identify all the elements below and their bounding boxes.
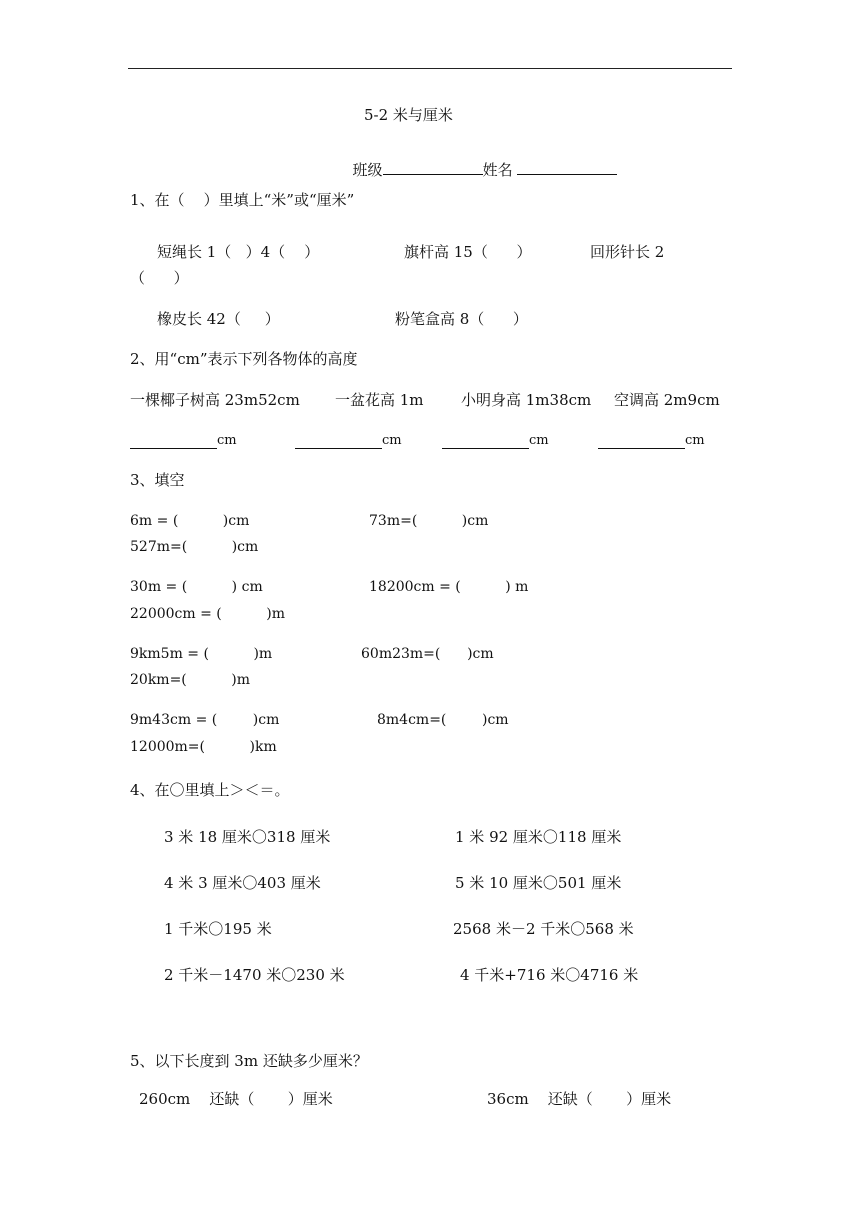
q5-heading: 5、以下长度到 3m 还缺多少厘米？ [130,1052,368,1070]
q1-item-eraser: 橡皮长 42（ ） [157,310,280,328]
q3-item: 60m23m=( )cm [361,646,494,662]
q2-unit-4: cm [685,433,705,448]
q1-item-paperclip-blank: （ ） [130,269,189,287]
q4-right-item: 1 米 92 厘米〇118 厘米 [455,828,622,846]
q3-item: 9m43cm = ( )cm [130,712,280,728]
q3-heading: 3、填空 [130,471,185,489]
q5-item-36: 36cm 还缺（ ）厘米 [487,1090,672,1108]
q4-left-item: 2 千米－1470 米〇230 米 [164,966,345,984]
q3-item: 18200cm = ( ) m [369,579,529,595]
q3-item: 22000cm = ( )m [130,606,285,622]
q4-right-item: 4 千米+716 米〇4716 米 [460,966,639,984]
q3-item: 20km=( )m [130,672,251,688]
q4-left-item: 3 米 18 厘米〇318 厘米 [164,828,331,846]
q2-item-xiaoming: 小明身高 1m38cm [461,391,592,409]
q3-item: 6m = ( )cm [130,513,250,529]
name-label: 姓名 [482,161,513,179]
q3-item: 73m=( )cm [369,513,489,529]
q1-heading: 1、在（ ）里填上“米”或“厘米” [130,191,355,209]
q1-item-flagpole: 旗杆高 15（ ） [404,243,532,261]
q2-item-coconut: 一棵椰子树高 23m52cm [130,391,300,409]
q2-item-flowerpot: 一盆花高 1m [335,391,424,409]
q2-item-aircon: 空调高 2m9cm [614,391,720,409]
q3-item: 8m4cm=( )cm [377,712,509,728]
q5-item-260: 260cm 还缺（ ）厘米 [139,1090,333,1108]
class-name-line [343,146,617,178]
q2-answer-blank-1[interactable] [130,448,217,449]
q2-unit-1: cm [217,433,237,448]
q4-right-item: 5 米 10 厘米〇501 厘米 [455,874,622,892]
q3-item: 527m=( )cm [130,539,259,555]
q1-item-chalkbox: 粉笔盒高 8（ ） [395,310,528,328]
page-title: 5-2 米与厘米 [364,106,453,124]
q3-item: 9km5m = ( )m [130,646,273,662]
q4-right-item: 2568 米－2 千米〇568 米 [453,920,634,938]
q1-item-rope: 短绳长 1（ ）4（ ） [157,243,320,261]
q2-unit-2: cm [382,433,402,448]
q4-left-item: 1 千米〇195 米 [164,920,272,938]
q2-unit-3: cm [529,433,549,448]
q2-answer-blank-4[interactable] [598,448,685,449]
q2-answer-blank-2[interactable] [295,448,382,449]
q3-item: 12000m=( )km [130,739,277,755]
q2-answer-blank-3[interactable] [442,448,529,449]
header-rule [128,68,732,69]
name-blank[interactable] [517,161,617,175]
q4-heading: 4、在〇里填上＞＜＝。 [130,781,290,799]
q3-item: 30m = ( ) cm [130,579,263,595]
q4-left-item: 4 米 3 厘米〇403 厘米 [164,874,321,892]
q2-heading: 2、用“cm”表示下列各物体的高度 [130,350,358,368]
class-blank[interactable] [383,161,483,175]
q1-item-paperclip: 回形针长 2 [590,243,665,261]
class-label: 班级 [352,161,383,179]
